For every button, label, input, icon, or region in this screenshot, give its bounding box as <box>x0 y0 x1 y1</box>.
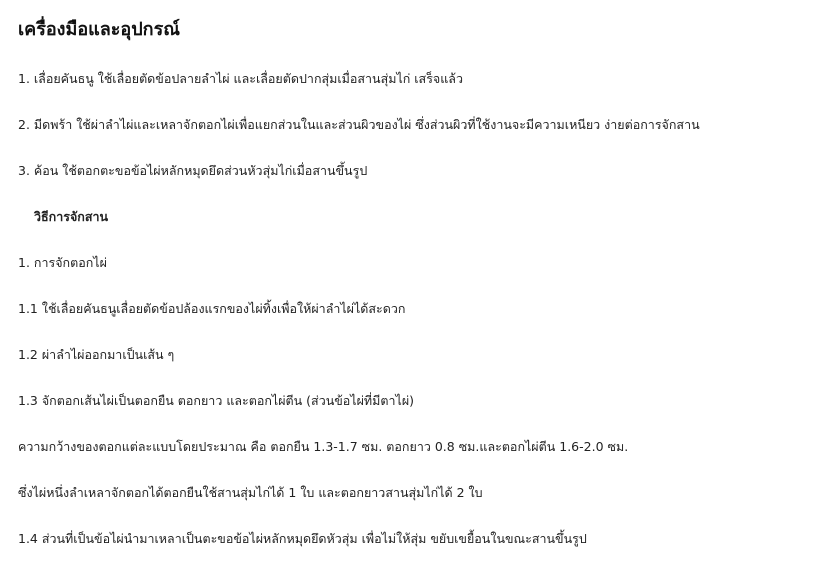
method-step-1: 1. การจักตอกไผ่ <box>18 255 107 270</box>
method-step-1-2: 1.2 ผ่าลำไผ่ออกมาเป็นเส้น ๆ <box>18 347 175 362</box>
method-step-1-3: 1.3 จักตอกเส้นไผ่เป็นตอกยืน ตอกยาว และตอกไผ่ตีน (ส่วนข้อไผ่ที่มีตาไผ่) <box>18 393 415 408</box>
tool-item-saw: 1. เลื่อยคันธนู ใช้เลื่อยตัดข้อปลายลำไผ่ และเลื่อยตัดปากสุ่มเมื่อสานสุ่มไก่ เสร็จแล้ว <box>18 71 463 86</box>
tool-item-hammer: 3. ค้อน ใช้ตอกตะขอข้อไผ่หลักหมุดยึดส่วนหัวสุ่มไก่เมื่อสานขึ้นรูป <box>18 163 368 178</box>
method-width-note: ความกว้างของตอกแต่ละแบบโดยประมาณ คือ ตอกยืน 1.3-1.7 ซม. ตอกยาว 0.8 ซม.และตอกไผ่ตีน 1.6-2.0 ซม. <box>18 439 629 454</box>
page-title: เครื่องมือและอุปกรณ์ <box>18 19 180 40</box>
tool-item-machete: 2. มีดพร้า ใช้ผ่าลำไผ่และเหลาจักตอกไผ่เพื่อแยกส่วนในและส่วนผิวของไผ่ ซึ่งส่วนผิวที่ใช้งานจะมีความเหนียว ง่ายต่อการจักสาน <box>18 117 700 132</box>
method-step-1-1: 1.1 ใช้เลื่อยคันธนูเลื่อยตัดข้อปล้องแรกของไผ่ทิ้งเพื่อให้ผ่าลำไผ่ได้สะดวก <box>18 301 406 316</box>
method-heading: วิธีการจักสาน <box>34 209 109 224</box>
method-yield-note: ซึ่งไผ่หนึ่งลำเหลาจักตอกได้ตอกยืนใช้สานสุ่มไก่ได้ 1 ใบ และตอกยาวสานสุ่มไก่ได้ 2 ใบ <box>18 485 483 500</box>
method-step-1-4: 1.4 ส่วนที่เป็นข้อไผ่นำมาเหลาเป็นตะขอข้อไผ่หลักหมุดยึดหัวสุ่ม เพื่อไม่ให้สุ่ม ขยับเขยื้อนในขณะสานขึ้นรูป <box>18 531 587 546</box>
